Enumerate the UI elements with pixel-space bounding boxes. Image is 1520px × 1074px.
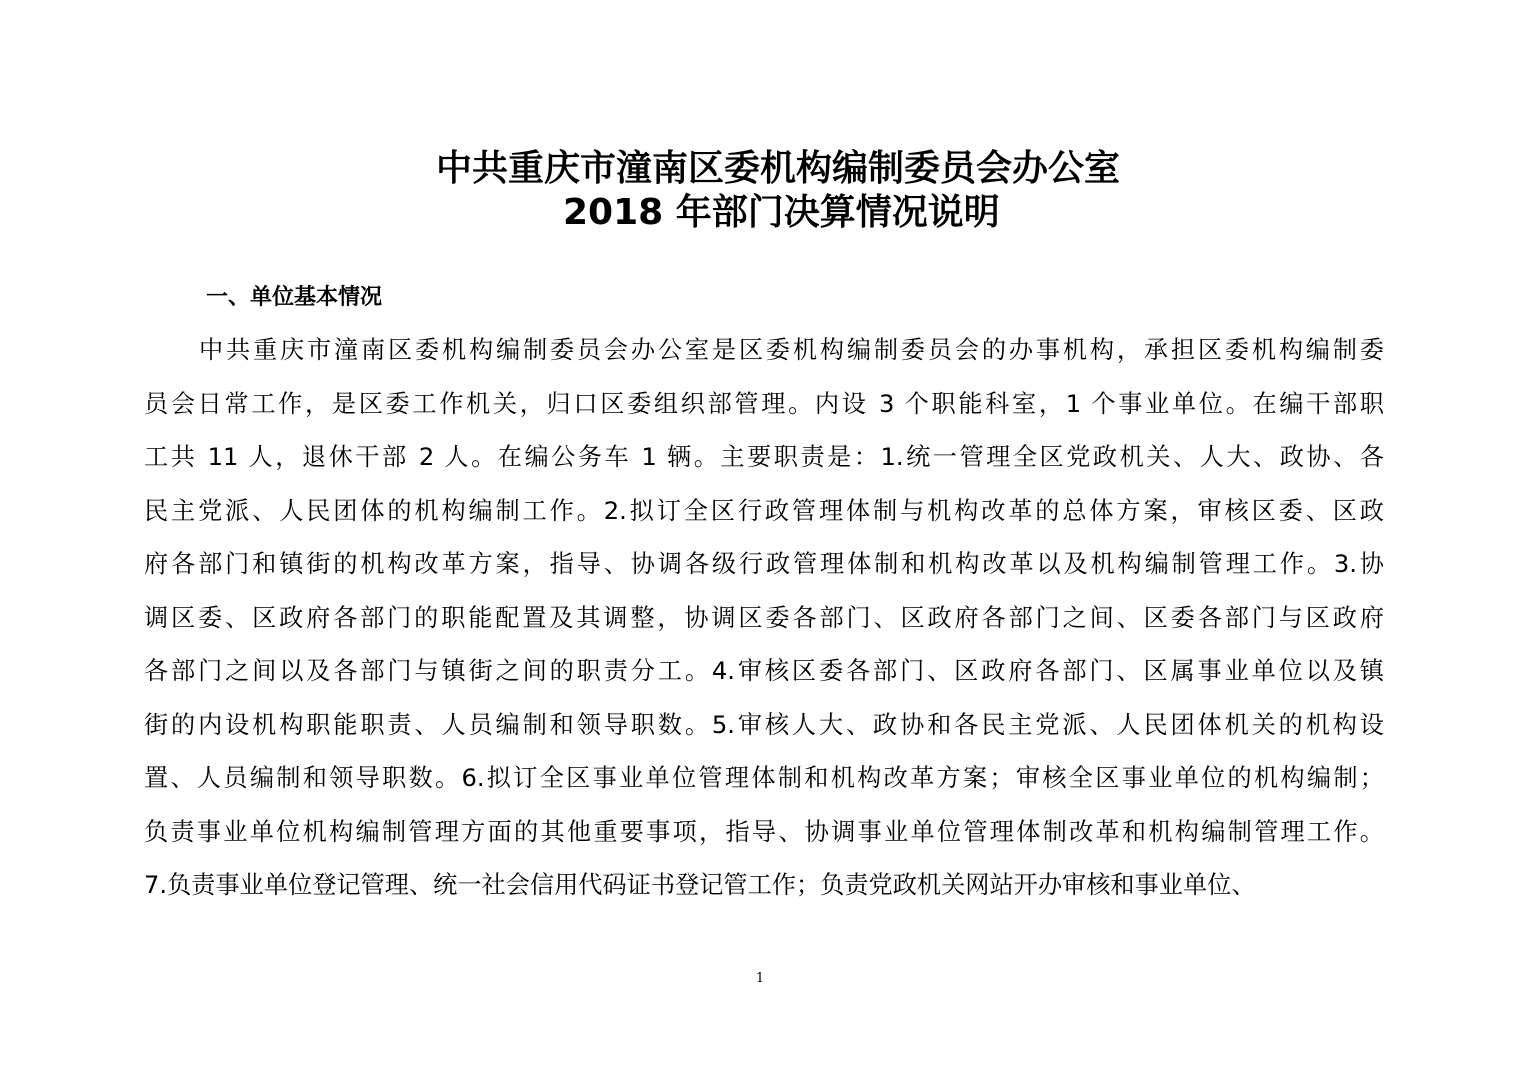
body-line: 中共重庆市潼南区委机构编制委员会办公室是区委机构编制委员会的办事机构，承担区委机构编制委	[199, 336, 1384, 364]
body-line: 员会日常工作，是区委工作机关，归口区委组织部管理。内设 3 个职能科室，1 个事业单位。在编干部职	[144, 390, 1384, 418]
body-line: 街的内设机构职能职责、人员编制和领导职数。5.审核人大、政协和各民主党派、人民团体机关的机构设	[144, 711, 1384, 739]
document-title-line-2: 2018 年部门决算情况说明	[563, 192, 1000, 233]
body-line: 调区委、区政府各部门的职能配置及其调整，协调区委各部门、区政府各部门之间、区委各部门与区政府	[144, 604, 1384, 632]
body-line: 民主党派、人民团体的机构编制工作。2.拟订全区行政管理体制与机构改革的总体方案，审核区委、区政	[144, 497, 1384, 525]
section-heading: 一、单位基本情况	[206, 285, 383, 310]
body-line: 各部门之间以及各部门与镇街之间的职责分工。4.审核区委各部门、区政府各部门、区属事业单位以及镇	[144, 657, 1384, 685]
body-line: 工共 11 人，退休干部 2 人。在编公务车 1 辆。主要职责是：1.统一管理全区党政机关、人大、政协、各	[144, 443, 1384, 471]
body-line: 置、人员编制和领导职数。6.拟订全区事业单位管理体制和机构改革方案；审核全区事业单位的机构编制；	[144, 764, 1384, 792]
body-line: 负责事业单位机构编制管理方面的其他重要事项，指导、协调事业单位管理体制改革和机构编制管理工作。	[144, 818, 1384, 846]
page-number: 1	[755, 971, 765, 986]
body-line: 7.负责事业单位登记管理、统一社会信用代码证书登记管工作；负责党政机关网站开办审核和事业单位、	[144, 871, 1256, 899]
body-line: 府各部门和镇街的机构改革方案，指导、协调各级行政管理体制和机构改革以及机构编制管理工作。3.协	[144, 550, 1384, 578]
document-title-line-1: 中共重庆市潼南区委机构编制委员会办公室	[436, 148, 1121, 189]
